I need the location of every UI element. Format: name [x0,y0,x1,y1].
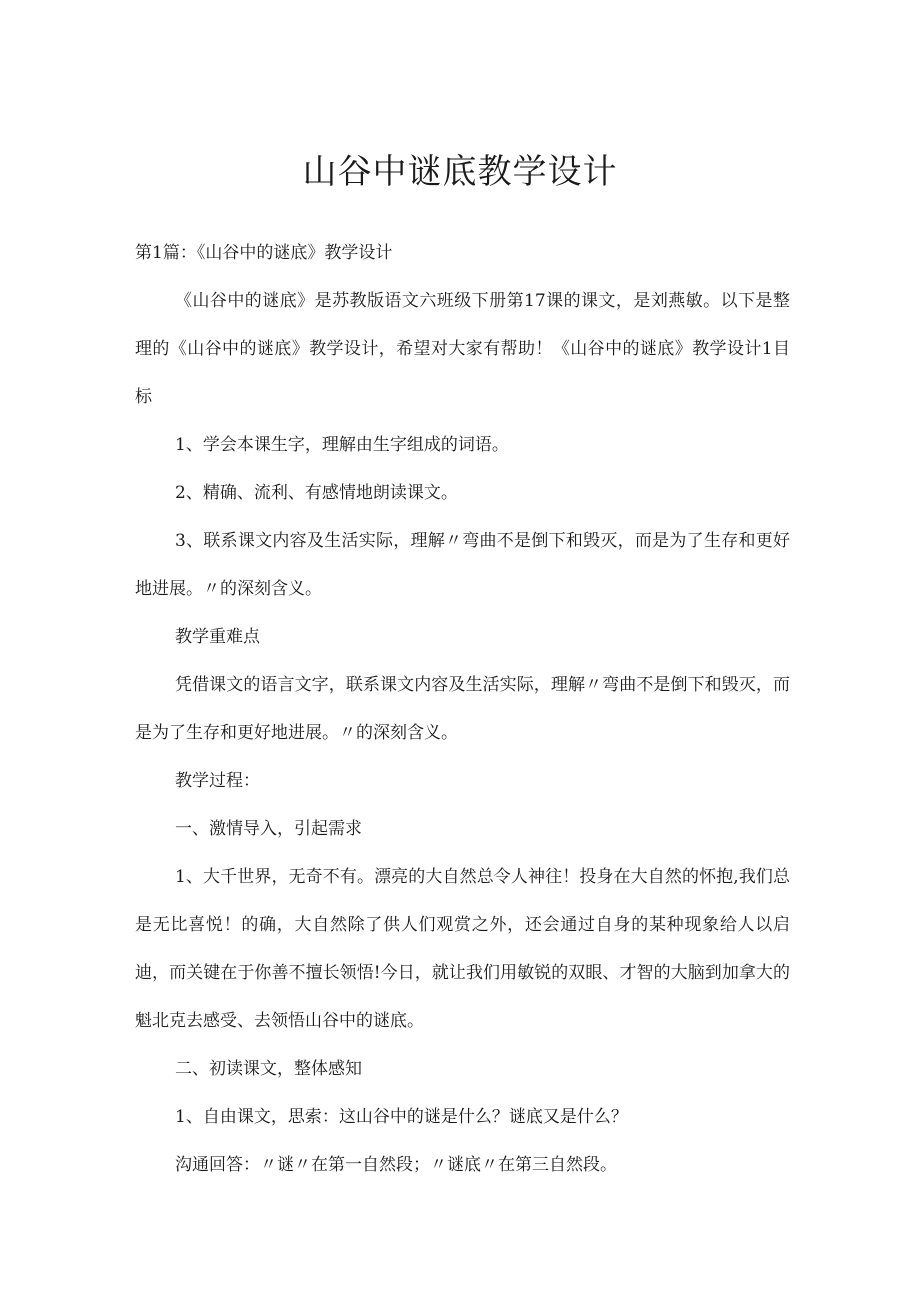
document-title: 山谷中谜底教学设计 [302,152,618,192]
paragraph-goal-3: 3、联系课文内容及生活实际，理解〃弯曲不是倒下和毁灭，而是为了生存和更好地进展。〃的深刻含义。 [135,531,790,599]
paragraph-section-2-item-1: 1、自由课文，思索：这山谷中的谜是什么？谜底又是什么？ [175,1107,628,1127]
paragraph-section-1-item-1: 1、大千世界，无奇不有。漂亮的大自然总令人神往！投身在大自然的怀抱,我们总是无比喜悦！的确，大自然除了供人们观赏之外，还会通过自身的某种现象给人以启迪，而关键在于你善不擅长领悟!今日，就让我们用敏锐的双眼、才智的大脑到加拿大的魁北克去感受、去领悟山谷中的谜底。 [135,867,790,1031]
paragraph-section-2-heading: 二、初读课文，整体感知 [175,1059,362,1079]
paragraph-section-2-answer: 沟通回答：〃谜〃在第一自然段；〃谜底〃在第三自然段。 [175,1155,617,1175]
paragraph-intro: 《山谷中的谜底》是苏教版语文六班级下册第17课的课文，是刘燕敏。以下是整理的《山谷中的谜底》教学设计，希望对大家有帮助！《山谷中的谜底》教学设计1目标 [135,291,790,407]
paragraph-process-heading: 教学过程： [175,771,260,791]
paragraph-key-points: 凭借课文的语言文字，联系课文内容及生活实际，理解〃弯曲不是倒下和毁灭，而是为了生存和更好地进展。〃的深刻含义。 [135,675,790,743]
document-body [135,229,790,1189]
paragraph-section-1-heading: 一、激情导入，引起需求 [175,819,362,839]
paragraph-chapter-heading: 第1篇：《山谷中的谜底》教学设计 [135,243,393,263]
paragraph-goal-1: 1、学会本课生字，理解由生字组成的词语。 [175,435,509,455]
paragraph-key-points-heading: 教学重难点 [175,627,260,647]
paragraph-goal-2: 2、精确、流利、有感情地朗读课文。 [175,483,458,503]
